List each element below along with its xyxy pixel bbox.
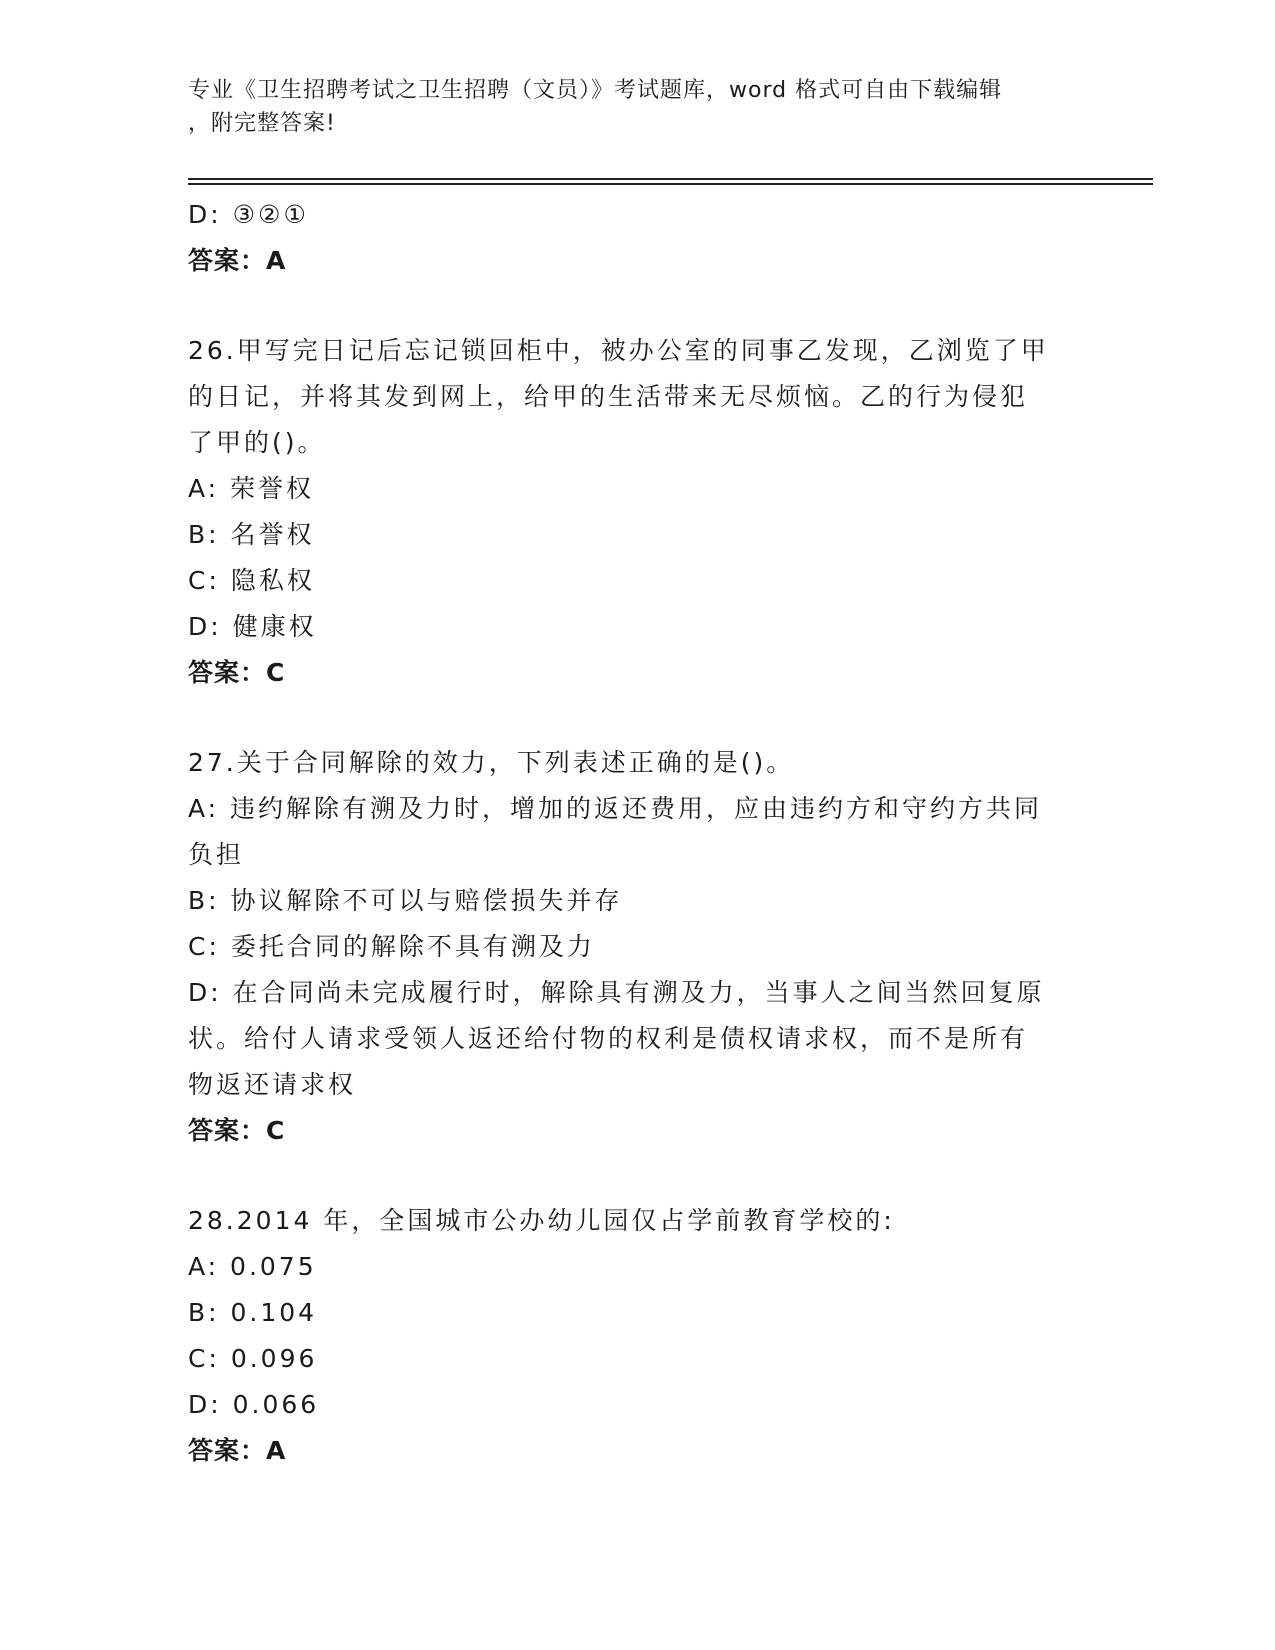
spacer <box>188 1154 1088 1198</box>
answer-line: 答案：C <box>188 1116 286 1145</box>
spacer <box>188 696 1088 740</box>
question-stem-line: 28.2014 年，全国城市公办幼儿园仅占学前教育学校的: <box>188 1206 895 1235</box>
option-d-continued: 状。给付人请求受领人返还给付物的权利是债权请求权，而不是所有 <box>188 1024 1029 1053</box>
option-d-continued: 物返还请求权 <box>188 1070 357 1099</box>
header-divider-top <box>188 178 1153 180</box>
question-27 <box>188 740 1088 1154</box>
option-d: D: ③②① <box>188 200 309 229</box>
header-line-1: 专业《卫生招聘考试之卫生招聘（文员）》考试题库，word 格式可自由下载编辑 <box>188 78 1003 103</box>
question-list <box>188 192 1088 1474</box>
option-a-continued: 负担 <box>188 840 245 869</box>
answer-line: 答案：C <box>188 658 286 687</box>
question-stem-line: 27.关于合同解除的效力，下列表述正确的是()。 <box>188 748 795 777</box>
answer-line: 答案：A <box>188 246 287 275</box>
document-header <box>188 74 1088 140</box>
option-c: C: 0.096 <box>188 1344 318 1373</box>
question-stem-line: 的日记，并将其发到网上，给甲的生活带来无尽烦恼。乙的行为侵犯 <box>188 382 1029 411</box>
option-b: B: 0.104 <box>188 1298 318 1327</box>
question-stem-line: 26.甲写完日记后忘记锁回柜中，被办公室的同事乙发现，乙浏览了甲 <box>188 336 1049 365</box>
question-26 <box>188 328 1088 696</box>
option-c: C: 委托合同的解除不具有溯及力 <box>188 932 595 961</box>
answer-line: 答案：A <box>188 1436 287 1465</box>
option-d: D: 健康权 <box>188 612 317 641</box>
question-28 <box>188 1198 1088 1474</box>
option-d: D: 在合同尚未完成履行时，解除具有溯及力，当事人之间当然回复原 <box>188 978 1045 1007</box>
header-line-2: ，附完整答案! <box>188 111 336 136</box>
option-c: C: 隐私权 <box>188 566 315 595</box>
spacer <box>188 284 1088 328</box>
previous-question-tail <box>188 192 1088 284</box>
option-b: B: 协议解除不可以与赔偿损失并存 <box>188 886 623 915</box>
option-b: B: 名誉权 <box>188 520 315 549</box>
option-a: A: 违约解除有溯及力时，增加的返还费用，应由违约方和守约方共同 <box>188 794 1043 823</box>
header-divider-bottom <box>188 183 1153 185</box>
option-a: A: 0.075 <box>188 1252 317 1281</box>
question-stem-line: 了甲的()。 <box>188 428 326 457</box>
option-d: D: 0.066 <box>188 1390 320 1419</box>
option-a: A: 荣誉权 <box>188 474 315 503</box>
